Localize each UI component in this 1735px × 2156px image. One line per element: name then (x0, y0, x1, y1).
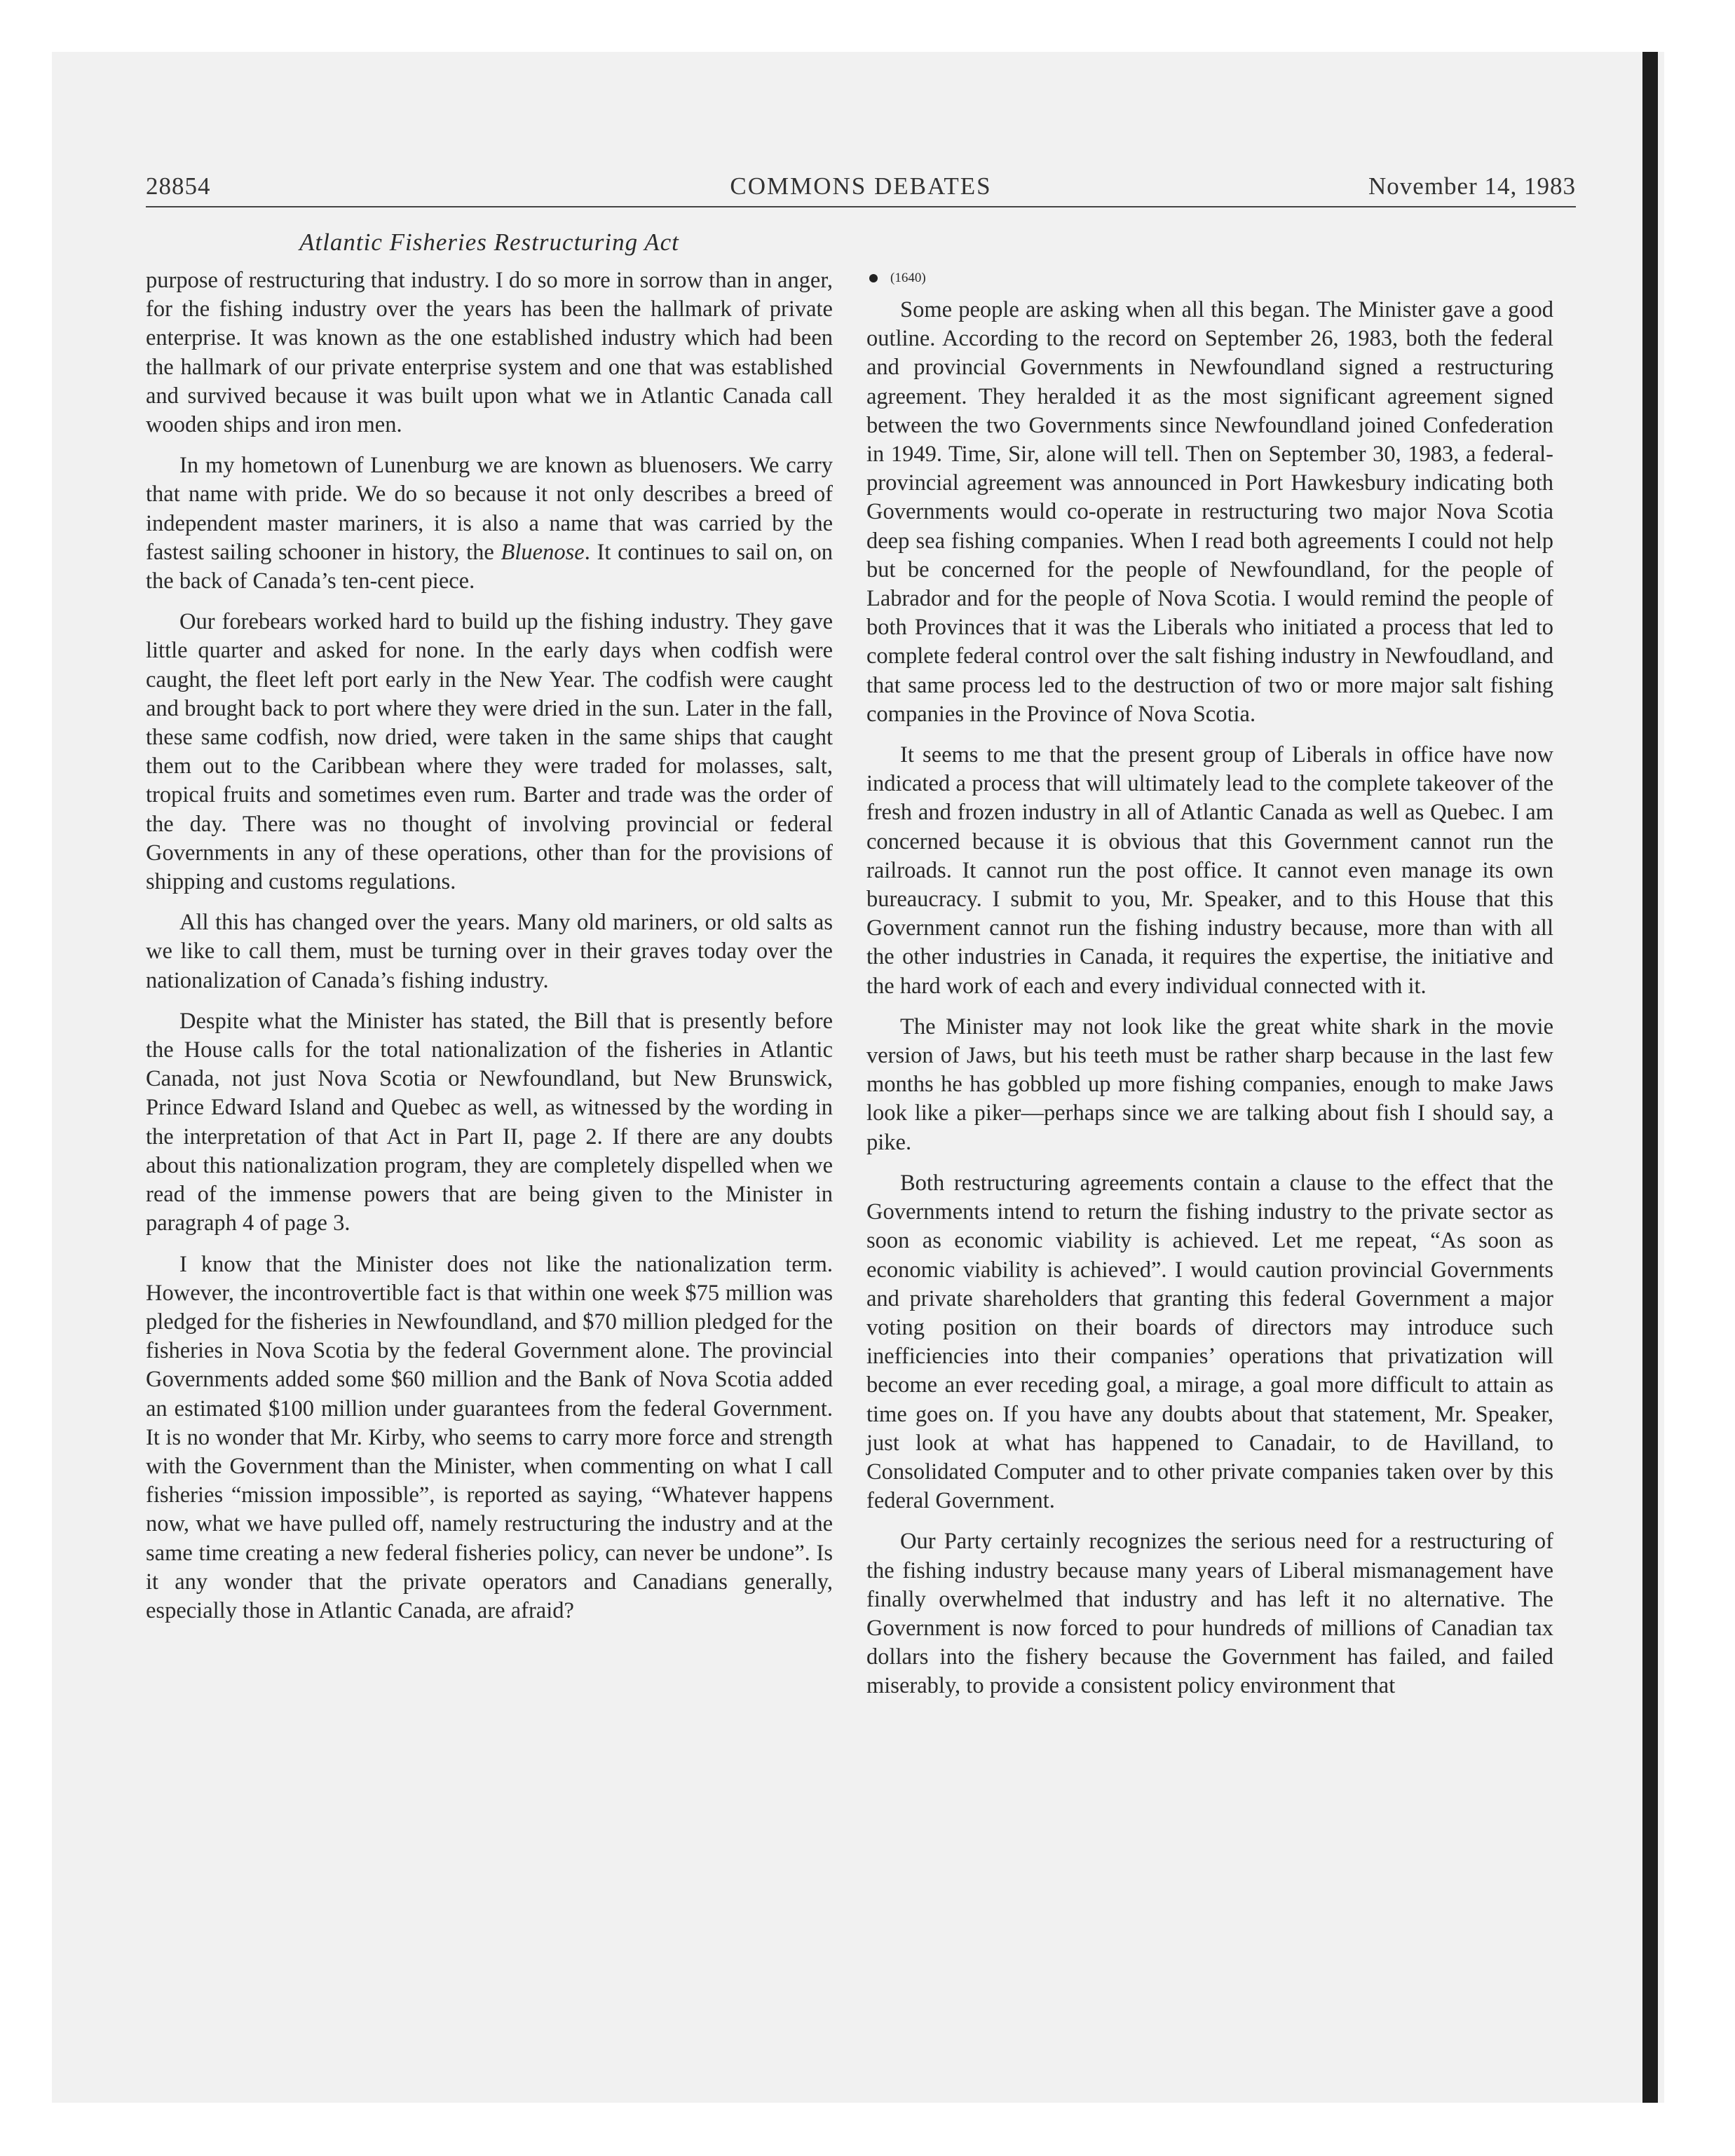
bullet-icon (869, 274, 878, 282)
left-column (146, 266, 833, 1637)
page-header (146, 172, 1576, 207)
time-marker (866, 266, 1553, 290)
paragraph: Our forebears worked hard to build up the fishing industry. They gave little quarter and asked for none. In the early days when codfish were caught, the fleet left port early in the New Year. The codfish were caught and brought back to port where they were dried in the sun. Later in the fall, these same codfish, now dried, were taken in the same ships that caught them out to the Caribbean where they were traded for molasses, salt, tropical fruits and sometimes even rum. Barter and trade was the order of the day. There was no thought of involving provincial or federal Governments in any of these operations, other than for the provisions of shipping and customs regulations. (146, 609, 833, 895)
page-number: 28854 (146, 172, 211, 200)
paragraph: Both restructuring agreements contain a clause to the effect that the Governments intend to return the fishing industry to the private sector as soon as economic viability is achieved. Let me repeat, “As soon as economic viability is achieved”. I would caution provincial Governments and private shareholders that granting this federal Government a major voting position on their boards of directors may introduce such inefficiencies into their companies’ operations that privatization will become an ever receding goal, a mirage, a goal more difficult to attain as time goes on. If you have any doubts about that statement, Mr. Speaker, just look at what has happened to Canadair, to de Havilland, to Consolidated Computer and to other private companies taken over by this federal Government. (866, 1170, 1553, 1514)
paragraph (146, 451, 833, 596)
paragraph: Despite what the Minister has stated, the Bill that is presently before the House calls for the total nationalization of the fisheries in Atlantic Canada, not just Nova Scotia or Newfoundland, but New Brunswick, Prince Edward Island and Quebec as well, as witnessed by the wording in the interpretation of that Act in Part II, page 2. If there are any doubts about this nationalization program, they are completely dispelled when we read of the immense powers that are being given to the Minister in paragraph 4 of page 3. (146, 1008, 833, 1236)
paragraph-text: In my hometown of Lunenburg we are known as bluenosers. We carry that name with pride. We do so because it not only describes a breed of independent master mariners, it is also a name that was carried by the fastest sailing schooner in history, the (146, 453, 833, 565)
scan-edge-bar (1642, 52, 1658, 2103)
paragraph: The Minister may not look like the great white shark in the movie version of Jaws, but his teeth must be rather sharp because in the last few months he has gobbled up more fishing companies, enough to make Jaws look like a piker—perhaps since we are talking about fish I should say, a pike. (866, 1014, 1553, 1155)
ship-name: Bluenose (501, 539, 585, 565)
paragraph: I know that the Minister does not like the nationalization term. However, the incontrovertible fact is that within one week $75 million was pledged for the fisheries in Newfoundland, and $70 million pledged for the fisheries in Nova Scotia by the federal Government alone. The provincial Governments added some $60 million and the Bank of Nova Scotia added an estimated $100 million under guarantees from the federal Government. It is no wonder that Mr. Kirby, who seems to carry more force and strength with the Government than the Minister, when commenting on what I call fisheries “mission impossible”, is reported as saying, “Whatever happens now, what we have pulled off, namely restructuring the industry and at the same time creating a new federal fisheries policy, can never be undone”. Is it any wonder that the private operators and Canadians generally, especially those in Atlantic Canada, are afraid? (146, 1251, 833, 1623)
paragraph: It seems to me that the present group of Liberals in office have now indicated a process that will ultimately lead to the complete takeover of the fresh and frozen industry in all of Atlantic Canada as well as Quebec. I am concerned because it is obvious that this Government cannot run the railroads. It cannot run the post office. It cannot even manage its own bureaucracy. I submit to you, Mr. Speaker, and to this House that this Government cannot run the fishing industry because, more than with all the other industries in Canada, it requires the expertise, the initiative and the hard work of each and every individual connected with it. (866, 742, 1553, 999)
paragraph: All this has changed over the years. Many old mariners, or old salts as we like to call them, must be turning over in their graves today over the nationalization of Canada’s fishing industry. (146, 910, 833, 993)
publication-title: COMMONS DEBATES (730, 172, 992, 200)
running-head: Atlantic Fisheries Restructuring Act (299, 228, 679, 256)
paragraph-text: . It continues to sail on, on the back of Canada’s ten-cent piece. (146, 539, 834, 594)
header-rule (146, 206, 1576, 207)
paragraph: purpose of restructuring that industry. I do so more in sorrow than in anger, for the fishing industry over the years has been the hallmark of private enterprise. It was known as the one established industry which had been the hallmark of our private enterprise system and one that was established and survived because it was built upon what we in Atlantic Canada call wooden ships and iron men. (146, 268, 833, 438)
right-column (866, 266, 1553, 1713)
paragraph: Our Party certainly recognizes the serious need for a restructuring of the fishing industry because many years of Liberal mismanagement have finally overwhelmed that industry and has left it no alternative. The Government is now forced to pour hundreds of millions of Canadian tax dollars into the fishery because the Government has failed, and failed miserably, to provide a consistent policy environment that (866, 1529, 1553, 1699)
paragraph: Some people are asking when all this began. The Minister gave a good outline. According to the record on September 26, 1983, both the federal and provincial Governments in Newfoundland signed a restructuring agreement. They heralded it as the most significant agreement signed between the two Governments since Newfoundland joined Confederation in 1949. Time, Sir, alone will tell. Then on September 30, 1983, a federal-provincial agreement was announced in Port Hawkesbury indicating both Governments would co-operate in restructuring two major Nova Scotia deep sea fishing companies. When I read both agreements I could not help but be concerned for the people of Newfoundland, for the people of Labrador and for the people of Nova Scotia. I would remind the people of both Provinces that it was the Liberals who initiated a process that led to complete federal control over the salt fishing industry in Newfoudland, and that same process led to the destruction of two or more major salt fishing companies in the Province of Nova Scotia. (866, 297, 1553, 727)
publication-date: November 14, 1983 (1368, 172, 1576, 200)
time-marker-text: (1640) (890, 271, 926, 286)
